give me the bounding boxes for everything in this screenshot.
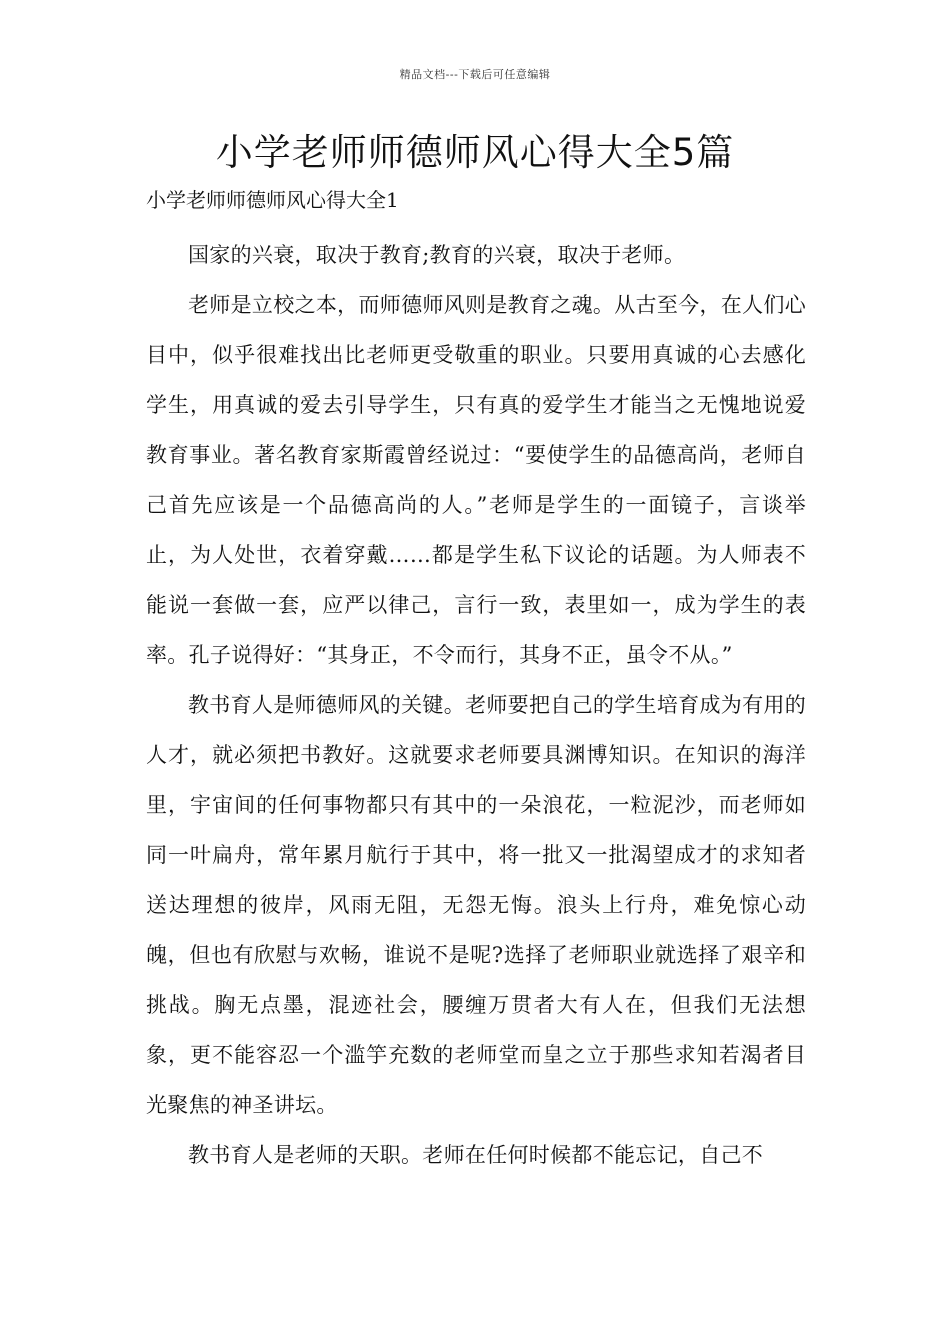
section-subtitle: 小学老师师德师风心得大全1 <box>146 188 399 212</box>
paragraph-3: 教书育人是师德师风的关键。老师要把自己的学生培育成为有用的人才，就必须把书教好。这就要求老师要具渊博知识。在知识的海洋里，宇宙间的任何事物都只有其中的一朵浪花，一粒泥沙，而老师如同一叶扁舟，常年累月航行于其中，将一批又一批渴望成才的求知者送达理想的彼岸，风雨无阻，无怨无悔。浪头上行舟，难免惊心动魄，但也有欣慰与欢畅，谁说不是呢?选择了老师职业就选择了艰辛和挑战。胸无点墨，混迹社会，腰缠万贯者大有人在，但我们无法想象，更不能容忍一个滥竽充数的老师堂而皇之立于那些求知若渴者目光聚焦的神圣讲坛。 <box>146 693 806 1117</box>
document-body <box>146 180 806 1180</box>
paragraph-4: 教书育人是老师的天职。老师在任何时候都不能忘记，自己不 <box>188 1143 764 1167</box>
paragraph-2: 老师是立校之本，而师德师风则是教育之魂。从古至今，在人们心目中，似乎很难找出比老师更受敬重的职业。只要用真诚的心去感化学生，用真诚的爱去引导学生，只有真的爱学生才能当之无愧地说爱教育事业。著名教育家斯霞曾经说过：“要使学生的品德高尚，老师自己首先应该是一个品德高尚的人。”老师是学生的一面镜子，言谈举止，为人处世，衣着穿戴……都是学生私下议论的话题。为人师表不能说一套做一套，应严以律己，言行一致，表里如一，成为学生的表率。孔子说得好：“其身正，不令而行，其身不正，虽令不从。” <box>146 293 806 667</box>
paragraph-1: 国家的兴衰，取决于教育;教育的兴衰，取决于老师。 <box>188 243 686 267</box>
document-title: 小学老师师德师风心得大全5篇 <box>215 131 735 174</box>
header-note: 精品文档---下载后可任意编辑 <box>399 68 551 81</box>
